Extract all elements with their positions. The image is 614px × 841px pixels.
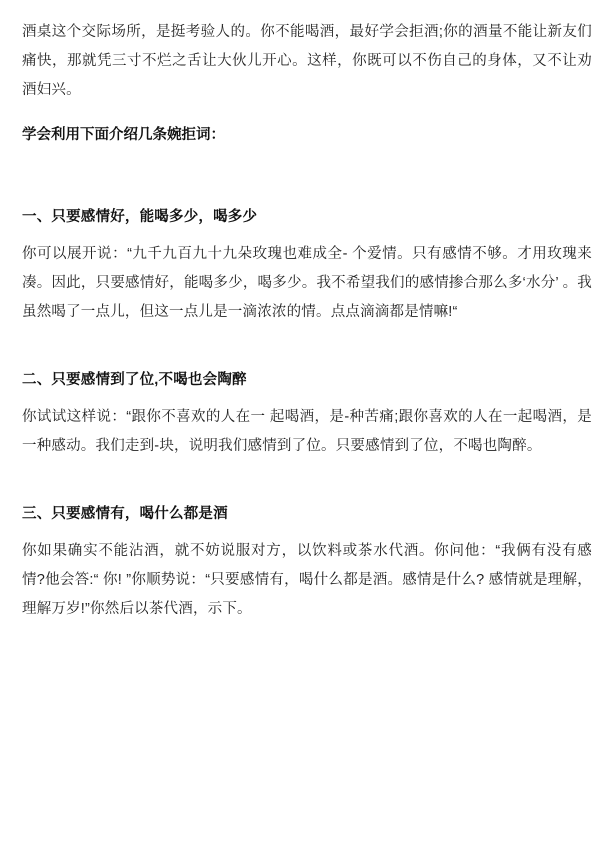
section-two-heading: 二、只要感情到了位,不喝也会陶醉	[22, 372, 247, 388]
section-three	[22, 501, 592, 624]
spacer	[22, 461, 592, 501]
lead-heading: 学会利用下面介绍几条婉拒词：	[22, 127, 225, 143]
section-three-body: 你如果确实不能沾酒，就不妨说服对方，以饮料或茶水代酒。你问他：“我俩有没有感情?他会答:“ 你! ”你顺势说：“只要感情有，喝什么都是酒。感情是什么? 感情就是理解，理解万岁!”你然后以茶代酒，示下。	[22, 543, 592, 617]
spacer	[22, 160, 592, 204]
spacer	[22, 327, 592, 367]
section-one-heading: 一、只要感情好，能喝多少，喝多少	[22, 209, 258, 225]
section-two-body: 你试试这样说：“跟你不喜欢的人在一 起喝酒，是-种苦痛;跟你喜欢的人在一起喝酒，是一种感动。我们走到-块，说明我们感情到了位。只要感情到了位，不喝也陶醉。	[22, 409, 592, 454]
intro-paragraph: 酒桌这个交际场所，是挺考验人的。你不能喝酒，最好学会拒酒;你的酒量不能让新友们痛快，那就凭三寸不烂之舌让大伙儿开心。这样，你既可以不伤自己的身体，又不让劝酒妇兴。	[22, 24, 592, 98]
section-three-heading: 三、只要感情有，喝什么都是酒	[22, 506, 228, 522]
section-two	[22, 367, 592, 461]
section-one	[22, 204, 592, 327]
section-one-body: 你可以展开说：“九千九百九十九朵玫瑰也难成全- 个爱情。只有感情不够。才用玫瑰来凑。因此，只要感情好，能喝多少，喝多少。我不希望我们的感情掺合那么多‘水分’ 。我虽然喝了一点儿，但这一点儿是一滴浓浓的情。点点滴滴都是情嘛!“	[22, 246, 592, 320]
